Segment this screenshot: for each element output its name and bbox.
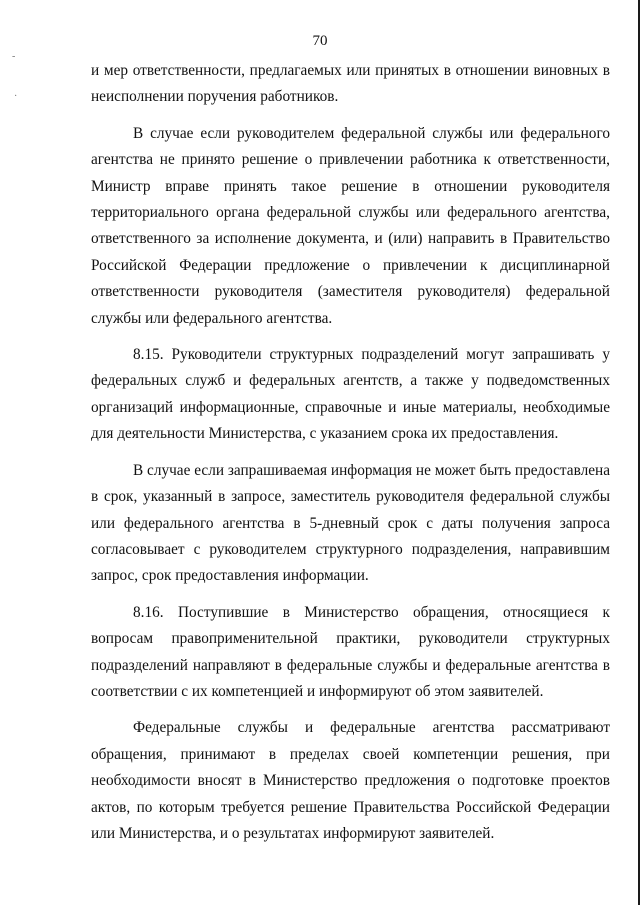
paragraph-8-16: 8.16. Поступившие в Министерство обращения, относящиеся к вопросам правоприменительной практики, руководители структурных подразделений направляют в федеральные службы и федеральные агентства в соответствии с их компетенцией и информируют об этом заявителей. xyxy=(91,603,610,700)
paragraph-agencies-review: Федеральные службы и федеральные агентства рассматривают обращения, принимают в пределах своей компетенции решения, при необходимости вносят в Министерство предложения о подготовке проектов актов, по которым требуется решение Правительства Российской Федерации или Министерства, и о результатах информируют заявителей. xyxy=(91,719,610,842)
paragraph-8-15: 8.15. Руководители структурных подразделений могут запрашивать у федеральных служб и федеральных агентств, а также у подведомственных организаций информационные, справочные и иные материалы, необходимые для деятельности Министерства, с указанием срока их предоставления. xyxy=(91,346,610,443)
paragraph-information-deadline: В случае если запрашиваемая информация не может быть предоставлена в срок, указанный в запросе, заместитель руководителя федеральной службы или федерального агентства в 5-дневный срок с даты получения запроса согласовывает с руководителем структурного подразделения, направившим запрос, срок предоставления информации. xyxy=(91,461,610,585)
scan-artifact-mark: · xyxy=(14,91,18,102)
paragraph-continuation: и мер ответственности, предлагаемых или принятых в отношении виновных в неисполнении поручения работников. xyxy=(91,62,610,106)
document-body xyxy=(91,58,610,857)
scan-artifact-mark: - xyxy=(12,51,16,62)
paragraph-minister-decision: В случае если руководителем федеральной службы или федерального агентства не принято решение о привлечении работника к ответственности, Министр вправе принять такое решение в отношении руководителя территориального органа федеральной службы или федерального агентства, ответственного за исполнение документа, и (или) направить в Правительство Российской Федерации предложение о привлечении к дисциплинарной ответственности руководителя (заместителя руководителя) федеральной службы или федерального агентства. xyxy=(91,124,610,327)
page-number: 70 xyxy=(312,33,328,49)
